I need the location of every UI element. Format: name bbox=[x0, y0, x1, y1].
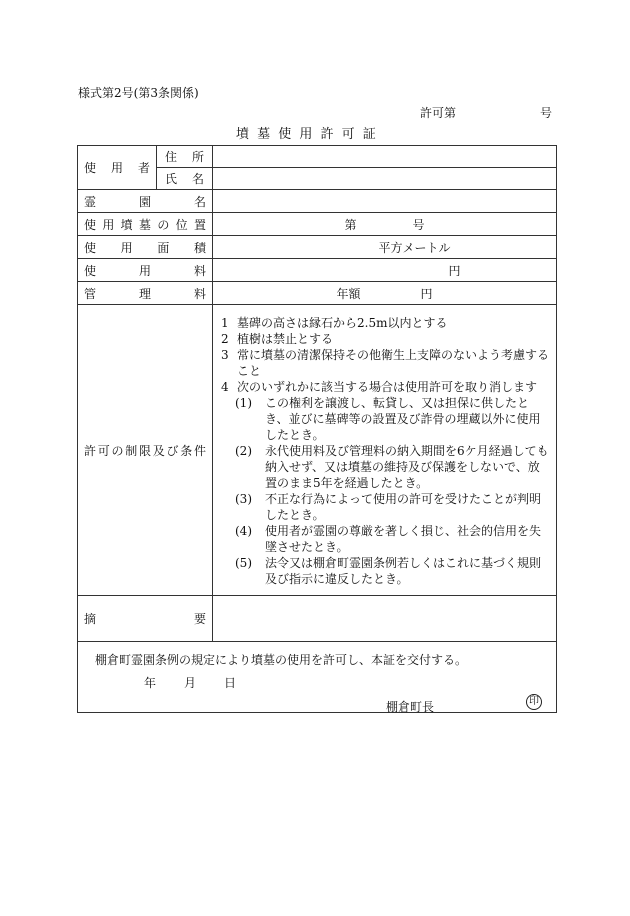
name-value bbox=[213, 168, 557, 190]
remarks-label: 摘 要 bbox=[78, 596, 213, 642]
conditions-label: 許可の制限及び条件 bbox=[78, 305, 213, 596]
name-label: 氏 名 bbox=[157, 168, 213, 190]
sub-condition-item: (1) この権利を譲渡し、転貸し、又は担保に供したとき、並びに墓碑等の設置及び詐骨の埋蔵以外に使用したとき。 bbox=[235, 396, 541, 442]
date-day: 日 bbox=[224, 676, 237, 690]
cemetery-value bbox=[213, 190, 557, 213]
issuance-statement: 棚倉町霊園条例の規定により墳墓の使用を許可し、本証を交付する。 bbox=[95, 653, 468, 667]
mayor-title: 棚倉町長 bbox=[386, 700, 435, 714]
mgmt-prefix: 年額 bbox=[336, 286, 361, 301]
user-label: 使 用 者 bbox=[78, 146, 157, 190]
mgmt-value bbox=[213, 282, 557, 305]
form-number: 様式第2号(第3条関係) bbox=[78, 86, 199, 100]
permit-prefix: 許可第 bbox=[420, 106, 457, 120]
fee-label: 使 用 料 bbox=[78, 259, 213, 282]
mgmt-label: 管 理 料 bbox=[78, 282, 213, 305]
fee-unit: 円 bbox=[448, 263, 461, 278]
condition-item: 3 常に墳墓の清潔保持その他衛生上支障のないよう考慮すること bbox=[221, 348, 550, 378]
area-value bbox=[213, 236, 557, 259]
mgmt-unit: 円 bbox=[420, 286, 433, 301]
condition-item: 1 墓碑の高さは縁石から2.5m以内とする bbox=[221, 316, 448, 330]
address-value bbox=[213, 146, 557, 168]
date-month: 月 bbox=[184, 676, 197, 690]
condition-item: 4 次のいずれかに該当する場合は使用許可を取り消します bbox=[221, 380, 538, 394]
permit-suffix: 号 bbox=[540, 106, 553, 120]
remarks-value bbox=[213, 596, 557, 642]
grave-position-suffix: 号 bbox=[412, 217, 425, 232]
sub-condition-item: (4) 使用者が霊園の尊厳を著しく損じ、社会的信用を失墜させたとき。 bbox=[235, 524, 542, 554]
grave-position-value bbox=[213, 213, 557, 236]
cemetery-label: 霊 園 名 bbox=[78, 190, 213, 213]
area-unit: 平方メートル bbox=[378, 240, 451, 255]
sub-condition-item: (5) 法令又は棚倉町霊園条例若しくはこれに基づく規則及び指示に違反したとき。 bbox=[235, 556, 542, 586]
sub-condition-item: (2) 永代使用料及び管理料の納入期間を6ケ月経過しても納入せず、又は墳墓の維持及び保護をしないで、放置のまま5年を経過したとき。 bbox=[235, 444, 549, 490]
address-label: 住 所 bbox=[157, 146, 213, 168]
area-label: 使 用 面 積 bbox=[78, 236, 213, 259]
grave-position-label: 使用墳墓の位置 bbox=[78, 213, 213, 236]
permit-number bbox=[420, 104, 552, 121]
fee-value bbox=[213, 259, 557, 282]
date-year: 年 bbox=[144, 676, 157, 690]
issuance-block bbox=[78, 642, 557, 713]
seal-icon: 印 bbox=[526, 694, 542, 710]
permit-table bbox=[77, 145, 557, 713]
conditions-list bbox=[213, 305, 557, 596]
sub-condition-item: (3) 不正な行為によって使用の許可を受けたことが判明したとき。 bbox=[235, 492, 542, 522]
issue-date bbox=[144, 674, 264, 691]
document-title: 墳 墓 使 用 許 可 証 bbox=[236, 127, 378, 142]
grave-position-prefix: 第 bbox=[344, 217, 357, 232]
condition-item: 2 植樹は禁止とする bbox=[221, 332, 334, 346]
